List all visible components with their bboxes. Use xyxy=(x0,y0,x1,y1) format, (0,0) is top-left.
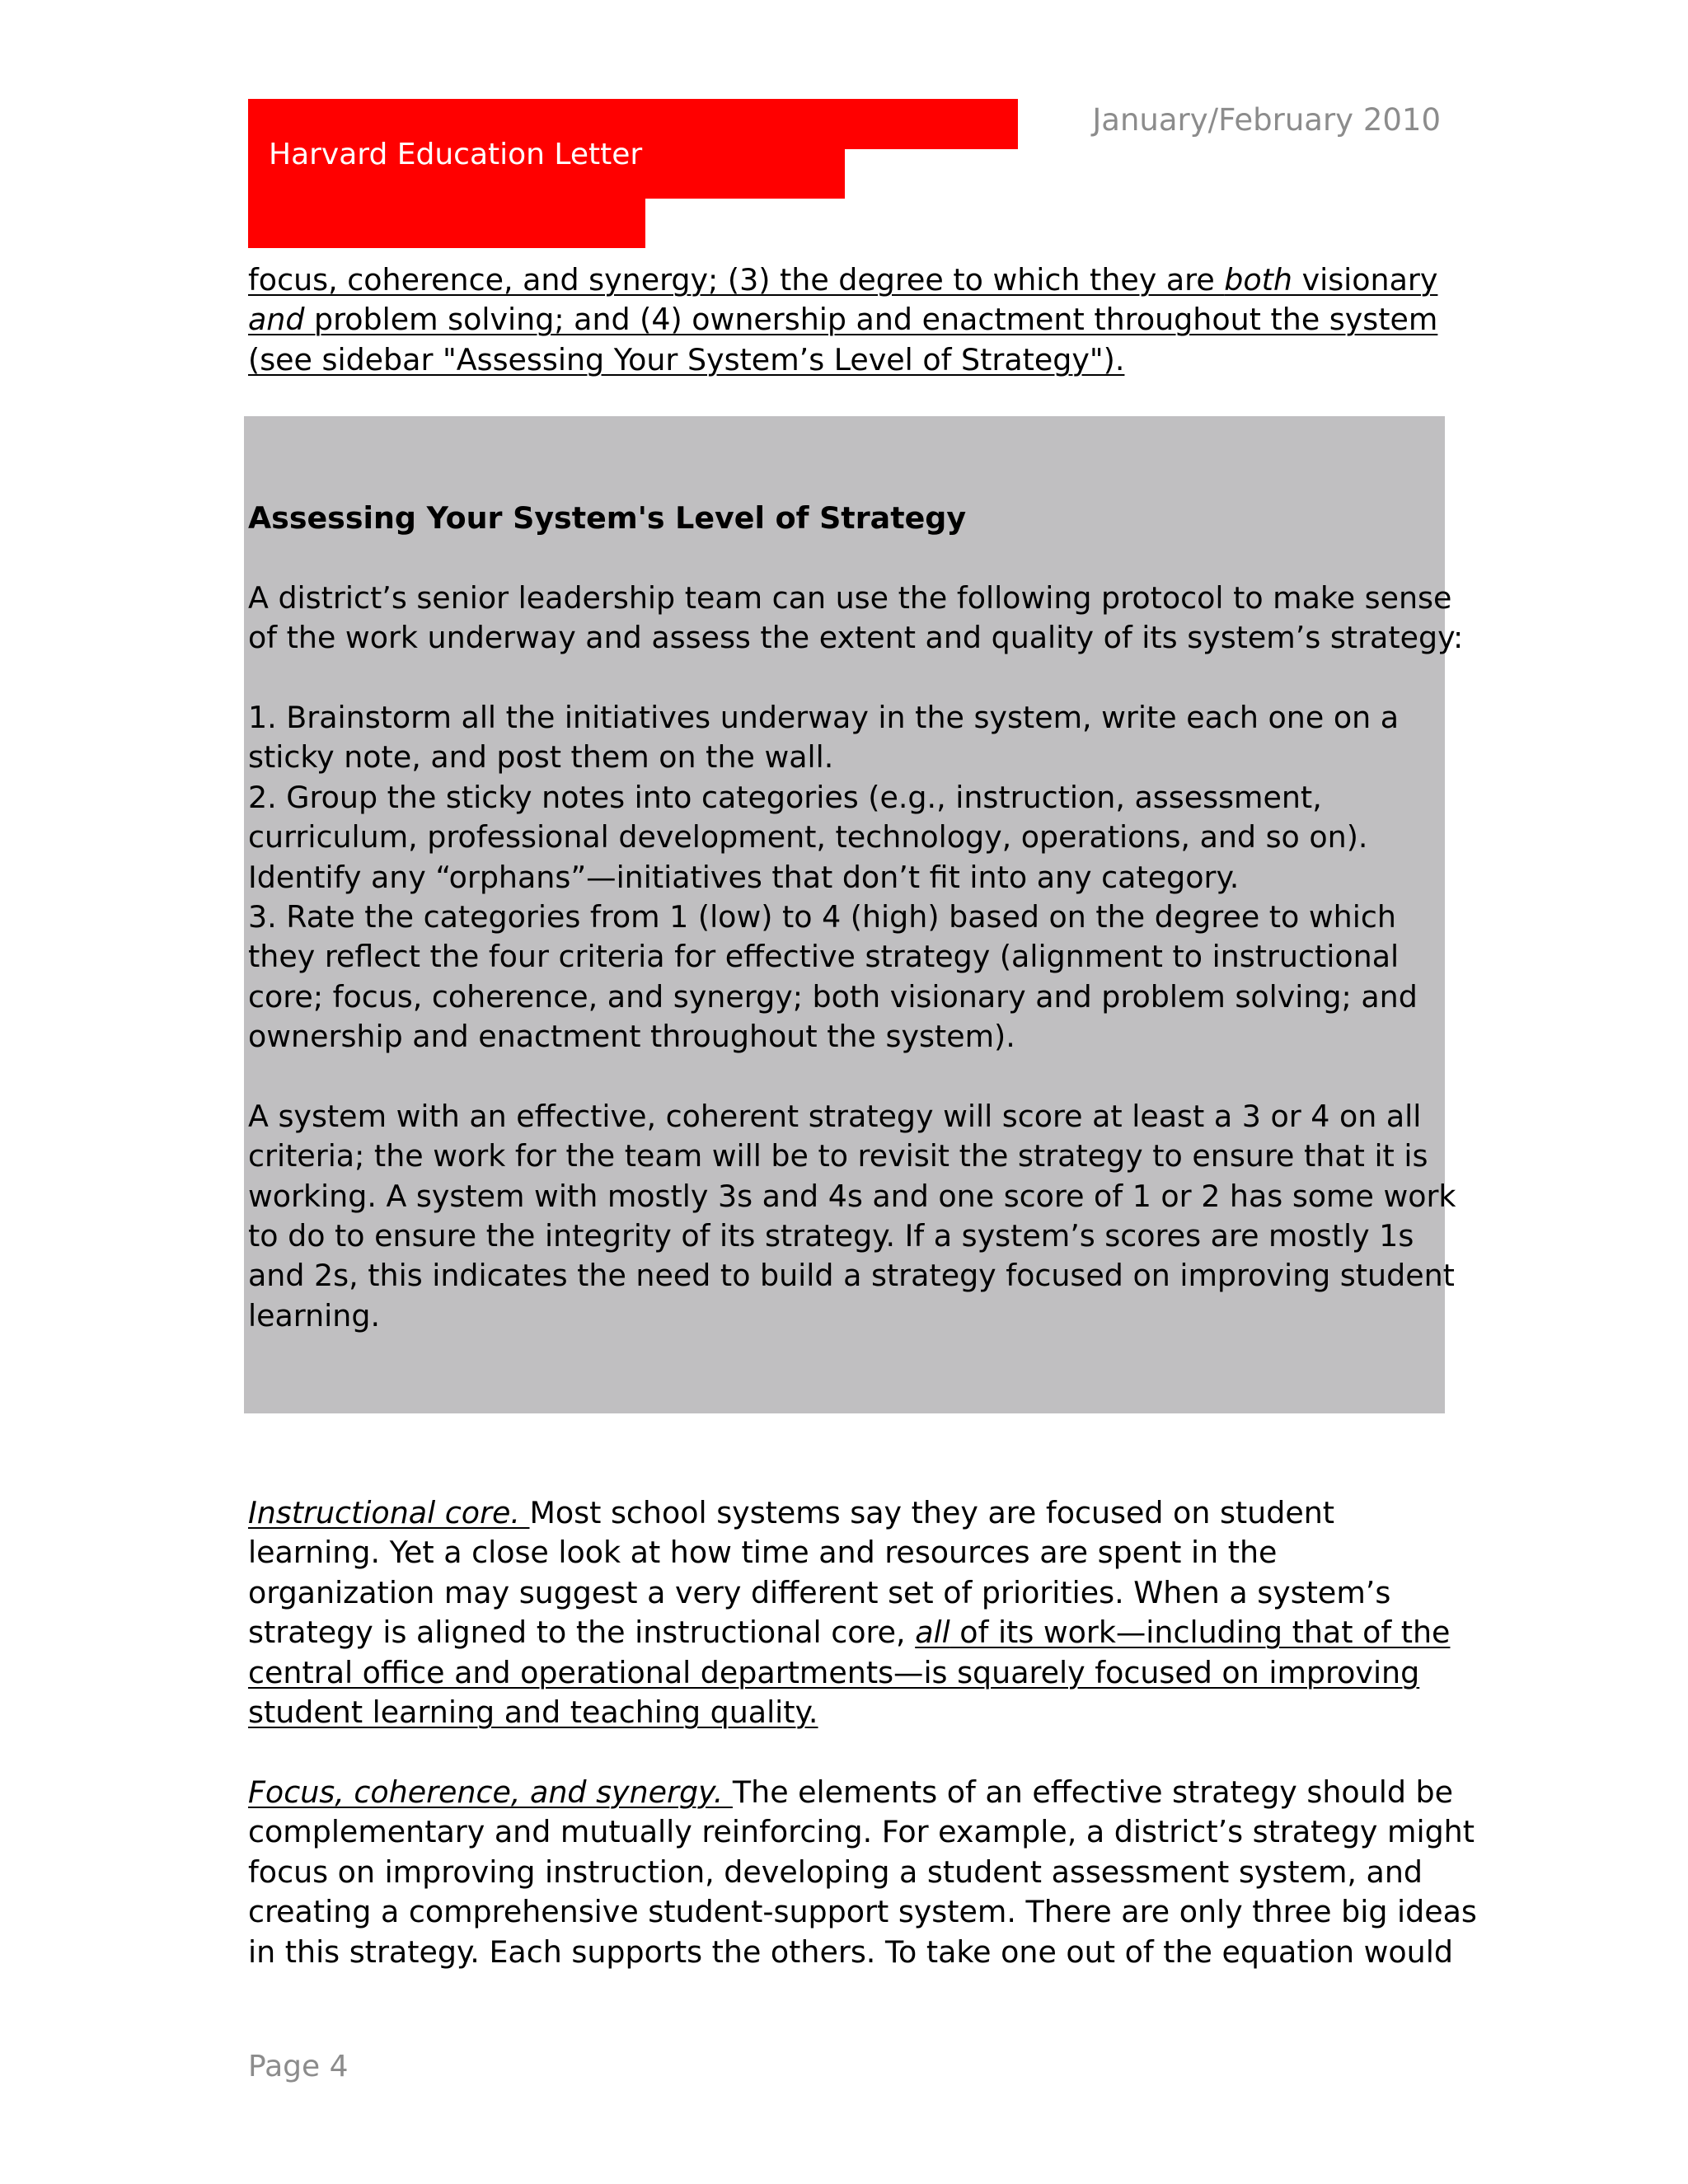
protocol-step-line: ownership and enactment throughout the system). xyxy=(248,1019,1015,1055)
protocol-step-line: curriculum, professional development, technology, operations, and so on). xyxy=(248,819,1368,855)
masthead-bar-bottom xyxy=(248,198,645,248)
paragraph-line xyxy=(248,1693,1443,1732)
underlined-text: central office and operational departments—is squarely focused on improving xyxy=(248,1654,1420,1690)
underlined-text: student learning and teaching quality. xyxy=(248,1694,818,1730)
spacer xyxy=(248,538,1443,578)
paragraph-text: The elements of an effective strategy should be xyxy=(732,1774,1454,1810)
sidebar-closing-line: working. A system with mostly 3s and 4s and one score of 1 or 2 has some work xyxy=(248,1178,1456,1214)
paragraph-line: learning. Yet a close look at how time and resources are spent in the xyxy=(248,1535,1278,1571)
paragraph-line: organization may suggest a very different set of priorities. When a system’s xyxy=(248,1574,1391,1610)
sidebar-closing-line: to do to ensure the integrity of its strategy. If a system’s scores are mostly 1s xyxy=(248,1218,1414,1254)
protocol-step-line: Identify any “orphans”—initiatives that don’t fit into any category. xyxy=(248,859,1240,895)
paragraph-line: creating a comprehensive student-support system. There are only three big ideas xyxy=(248,1894,1477,1930)
page-number: Page 4 xyxy=(248,2050,349,2083)
intro-line xyxy=(248,340,1443,380)
sidebar-reference: (see sidebar "Assessing Your System’s Level of Strategy"). xyxy=(248,341,1125,377)
section-heading: Focus, coherence, and synergy. xyxy=(248,1774,733,1810)
sidebar-content xyxy=(248,499,1464,1336)
spacer xyxy=(248,658,1443,698)
protocol-step-line: they reflect the four criteria for effective strategy (alignment to instructional xyxy=(248,939,1400,975)
sidebar-closing-line: learning. xyxy=(248,1297,381,1333)
intro-emphasis: both xyxy=(1224,262,1292,298)
emphasis-text: all xyxy=(915,1615,950,1651)
paragraph-line xyxy=(248,1493,1443,1533)
intro-paragraph xyxy=(248,260,1443,380)
intro-emphasis: and xyxy=(248,302,305,338)
section-heading: Instructional core. xyxy=(248,1495,530,1530)
sidebar-intro-line: A district’s senior leadership team can use the following protocol to make sense xyxy=(248,579,1452,616)
paragraph-line: focus on improving instruction, developing a student assessment system, and xyxy=(248,1854,1423,1890)
paragraph-line: complementary and mutually reinforcing. For example, a district’s strategy might xyxy=(248,1814,1475,1850)
spacer xyxy=(248,1057,1443,1096)
protocol-step-line: 3. Rate the categories from 1 (low) to 4 (high) based on the degree to which xyxy=(248,898,1396,935)
paragraph-line xyxy=(248,1613,1451,1652)
protocol-step-line: core; focus, coherence, and synergy; both visionary and problem solving; and xyxy=(248,978,1418,1015)
intro-line xyxy=(248,300,1443,340)
protocol-step-line: 1. Brainstorm all the initiatives underway in the system, write each one on a xyxy=(248,699,1400,735)
intro-text: visionary xyxy=(1292,262,1438,298)
paragraph-text: Most school systems say they are focused on student xyxy=(529,1495,1335,1530)
sidebar-closing-line: and 2s, this indicates the need to build a strategy focused on improving student xyxy=(248,1258,1455,1294)
intro-text: problem solving; and (4) ownership and enactment throughout the system xyxy=(304,302,1438,338)
protocol-step-line: sticky note, and post them on the wall. xyxy=(248,739,834,776)
sidebar-closing-line: criteria; the work for the team will be to revisit the strategy to ensure that it is xyxy=(248,1138,1428,1174)
sidebar-intro-line: of the work underway and assess the extent and quality of its system’s strategy: xyxy=(248,620,1464,656)
paragraph-line xyxy=(248,1773,1454,1812)
focus-coherence-paragraph xyxy=(248,1773,1477,1972)
intro-text: focus, coherence, and synergy; (3) the degree to which they are xyxy=(248,262,1225,298)
sidebar-title: Assessing Your System's Level of Strategy xyxy=(248,500,967,536)
paragraph-line xyxy=(248,1653,1443,1693)
issue-date: January/February 2010 xyxy=(1092,102,1441,138)
protocol-step-line: 2. Group the sticky notes into categories (e.g., instruction, assessment, xyxy=(248,779,1322,815)
paragraph-line: in this strategy. Each supports the others. To take one out of the equation would xyxy=(248,1933,1453,1970)
publication-title: Harvard Education Letter xyxy=(269,138,643,171)
paragraph-text: strategy is aligned to the instructional core, xyxy=(248,1615,916,1651)
intro-line xyxy=(248,260,1443,300)
instructional-core-paragraph xyxy=(248,1493,1451,1732)
sidebar-closing-line: A system with an effective, coherent strategy will score at least a 3 or 4 on all xyxy=(248,1098,1422,1134)
underlined-text: of its work—including that of the xyxy=(950,1615,1451,1651)
